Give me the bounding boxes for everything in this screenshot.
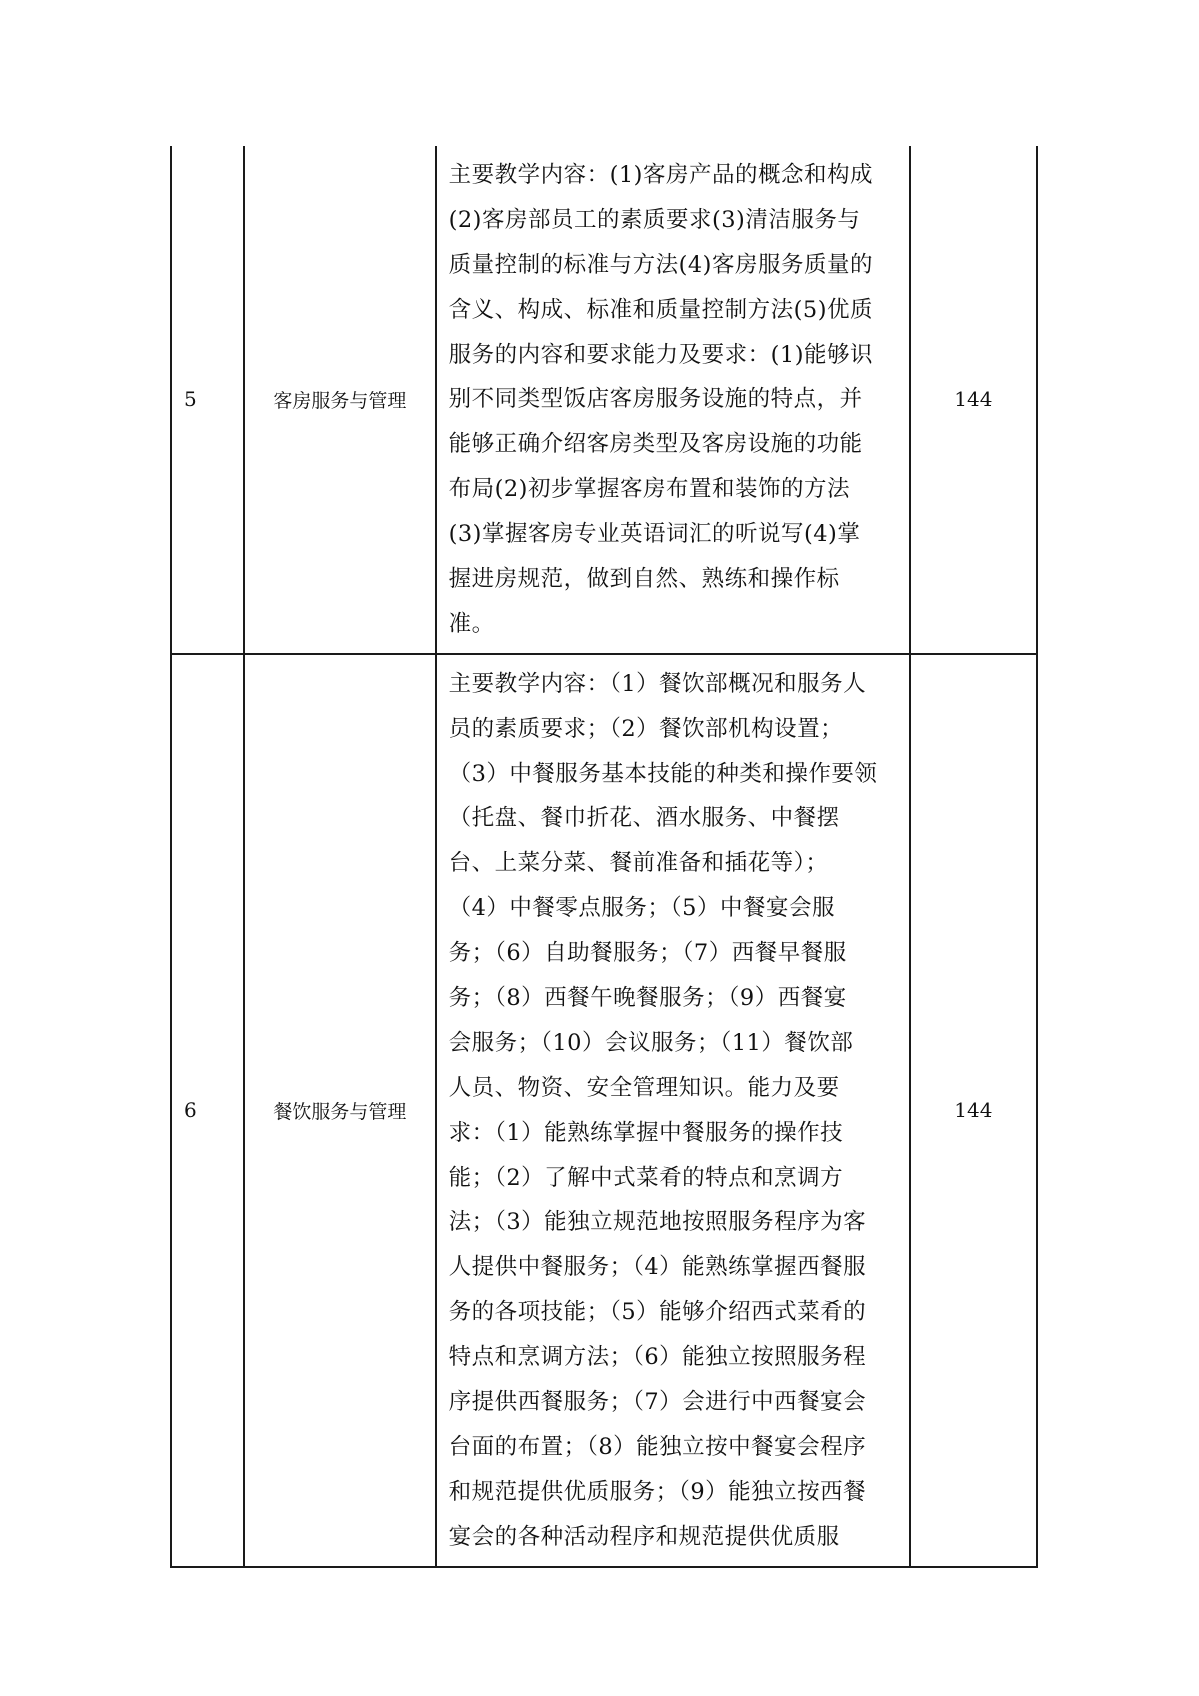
content-line: 布局(2)初步掌握客房布置和装饰的方法 xyxy=(448,476,850,503)
content-line: 和规范提供优质服务；（9）能独立按西餐 xyxy=(448,1478,867,1505)
content-line: 质量控制的标准与方法(4)客房服务质量的 xyxy=(448,251,873,278)
content-line: (2)客房部员工的素质要求(3)清洁服务与 xyxy=(448,206,861,233)
content-line: 人提供中餐服务；（4）能熟练掌握西餐服 xyxy=(448,1254,867,1281)
course-content xyxy=(436,146,910,654)
content-line: （4）中餐零点服务；（5）中餐宴会服 xyxy=(448,895,835,922)
content-line: 序提供西餐服务；（7）会进行中西餐宴会 xyxy=(448,1389,867,1416)
content-line: 务；（6）自助餐服务；（7）西餐早餐服 xyxy=(448,940,847,967)
content-line: （3）中餐服务基本技能的种类和操作要领 xyxy=(448,760,878,787)
content-line: 会服务；（10）会议服务；（11）餐饮部 xyxy=(448,1029,854,1056)
content-line: 握进房规范，做到自然、熟练和操作标 xyxy=(448,566,840,593)
course-hours: 144 xyxy=(910,654,1037,1567)
content-line: 台、上菜分菜、餐前准备和插花等）； xyxy=(448,850,829,877)
content-line: 含义、构成、标准和质量控制方法(5)优质 xyxy=(448,296,873,323)
content-line: 服务的内容和要求能力及要求：(1)能够识 xyxy=(448,341,873,368)
content-line: (3)掌握客房专业英语词汇的听说写(4)掌 xyxy=(448,521,861,548)
content-line: 主要教学内容：（1）餐饮部概况和服务人 xyxy=(448,670,867,697)
course-name: 客房服务与管理 xyxy=(244,146,435,654)
content-line: 法；（3）能独立规范地按照服务程序为客 xyxy=(448,1209,867,1236)
course-number: 5 xyxy=(171,146,244,654)
course-content xyxy=(436,654,910,1567)
content-line: 能够正确介绍客房类型及客房设施的功能 xyxy=(448,431,863,458)
content-line: 务的各项技能；（5）能够介绍西式菜肴的 xyxy=(448,1299,867,1326)
content-line: 别不同类型饭店客房服务设施的特点，并 xyxy=(448,386,863,413)
content-line: 求：（1）能熟练掌握中餐服务的操作技 xyxy=(448,1119,844,1146)
content-line: 员的素质要求；（2）餐饮部机构设置； xyxy=(448,715,844,742)
content-line: 特点和烹调方法；（6）能独立按照服务程 xyxy=(448,1344,867,1371)
content-line: 准。 xyxy=(448,610,495,637)
course-table xyxy=(170,146,1038,1568)
content-line: 能；（2）了解中式菜肴的特点和烹调方 xyxy=(448,1164,844,1191)
content-line: （托盘、餐巾折花、酒水服务、中餐摆 xyxy=(448,805,840,832)
table-row xyxy=(171,146,1037,654)
course-number: 6 xyxy=(171,654,244,1567)
course-name: 餐饮服务与管理 xyxy=(244,654,435,1567)
content-line: 人员、物资、安全管理知识。能力及要 xyxy=(448,1074,840,1101)
content-line: 宴会的各种活动程序和规范提供优质服 xyxy=(448,1523,840,1550)
content-line: 主要教学内容：(1)客房产品的概念和构成 xyxy=(448,162,873,188)
content-line: 务；（8）西餐午晚餐服务；（9）西餐宴 xyxy=(448,985,847,1012)
content-line: 台面的布置；（8）能独立按中餐宴会程序 xyxy=(448,1433,867,1460)
course-hours: 144 xyxy=(910,146,1037,654)
table-row xyxy=(171,654,1037,1567)
